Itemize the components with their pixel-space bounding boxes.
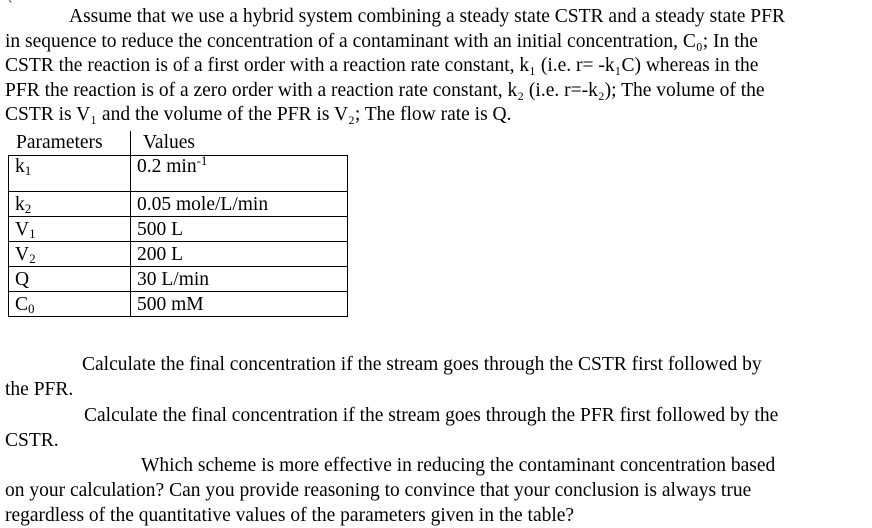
header-parameters: Parameters — [16, 132, 103, 153]
intro-line-1: Assume that we use a hybrid system combining a steady state CSTR and a steady state PFR — [69, 6, 785, 27]
table-row: Q 30 L/min — [9, 267, 348, 292]
stray-mark: ` — [8, 0, 13, 14]
header-values: Values — [143, 132, 195, 153]
table-row: $k_1$ 0.2 $\min^{-1}$ — [9, 156, 348, 192]
intro-line-5: CSTR is V₁ and the volume of the PFR is V₂; The flow rate is Q. — [5, 104, 512, 125]
table-row: $C_0$ 500 mM — [9, 292, 348, 317]
problem-statement — [5, 5, 869, 128]
table-row: $k_2$ 0.05 mole/L/min — [9, 192, 348, 217]
intro-line-2: in sequence to reduce the concentration of a contaminant with an initial concentration, C₀; In the — [5, 30, 758, 52]
table-row: $V_1$ 500 L — [9, 217, 348, 242]
question-2: Calculate the final concentration if the stream goes through the PFR first followed by the CSTR. — [5, 405, 779, 451]
parameters-table — [8, 131, 348, 317]
question-3: Which scheme is more effective in reducing the contaminant concentration based on your calculation? Can you provide reasoning to convince that your conclusion is always true regardless of the quantitative values of the parameters given in the table? — [5, 455, 776, 526]
intro-line-3: CSTR the reaction is of a first order with a reaction rate constant, k₁ (i.e. r= -k₁C) whereas in the — [5, 55, 759, 76]
table-row: $V_2$ 200 L — [9, 242, 348, 267]
question-1: Calculate the final concentration if the stream goes through the CSTR first followed by the PFR. — [5, 354, 762, 400]
intro-line-4: PFR the reaction is of a zero order with a reaction rate constant, k₂ (i.e. r=-k₂); The volume of the — [5, 79, 765, 101]
